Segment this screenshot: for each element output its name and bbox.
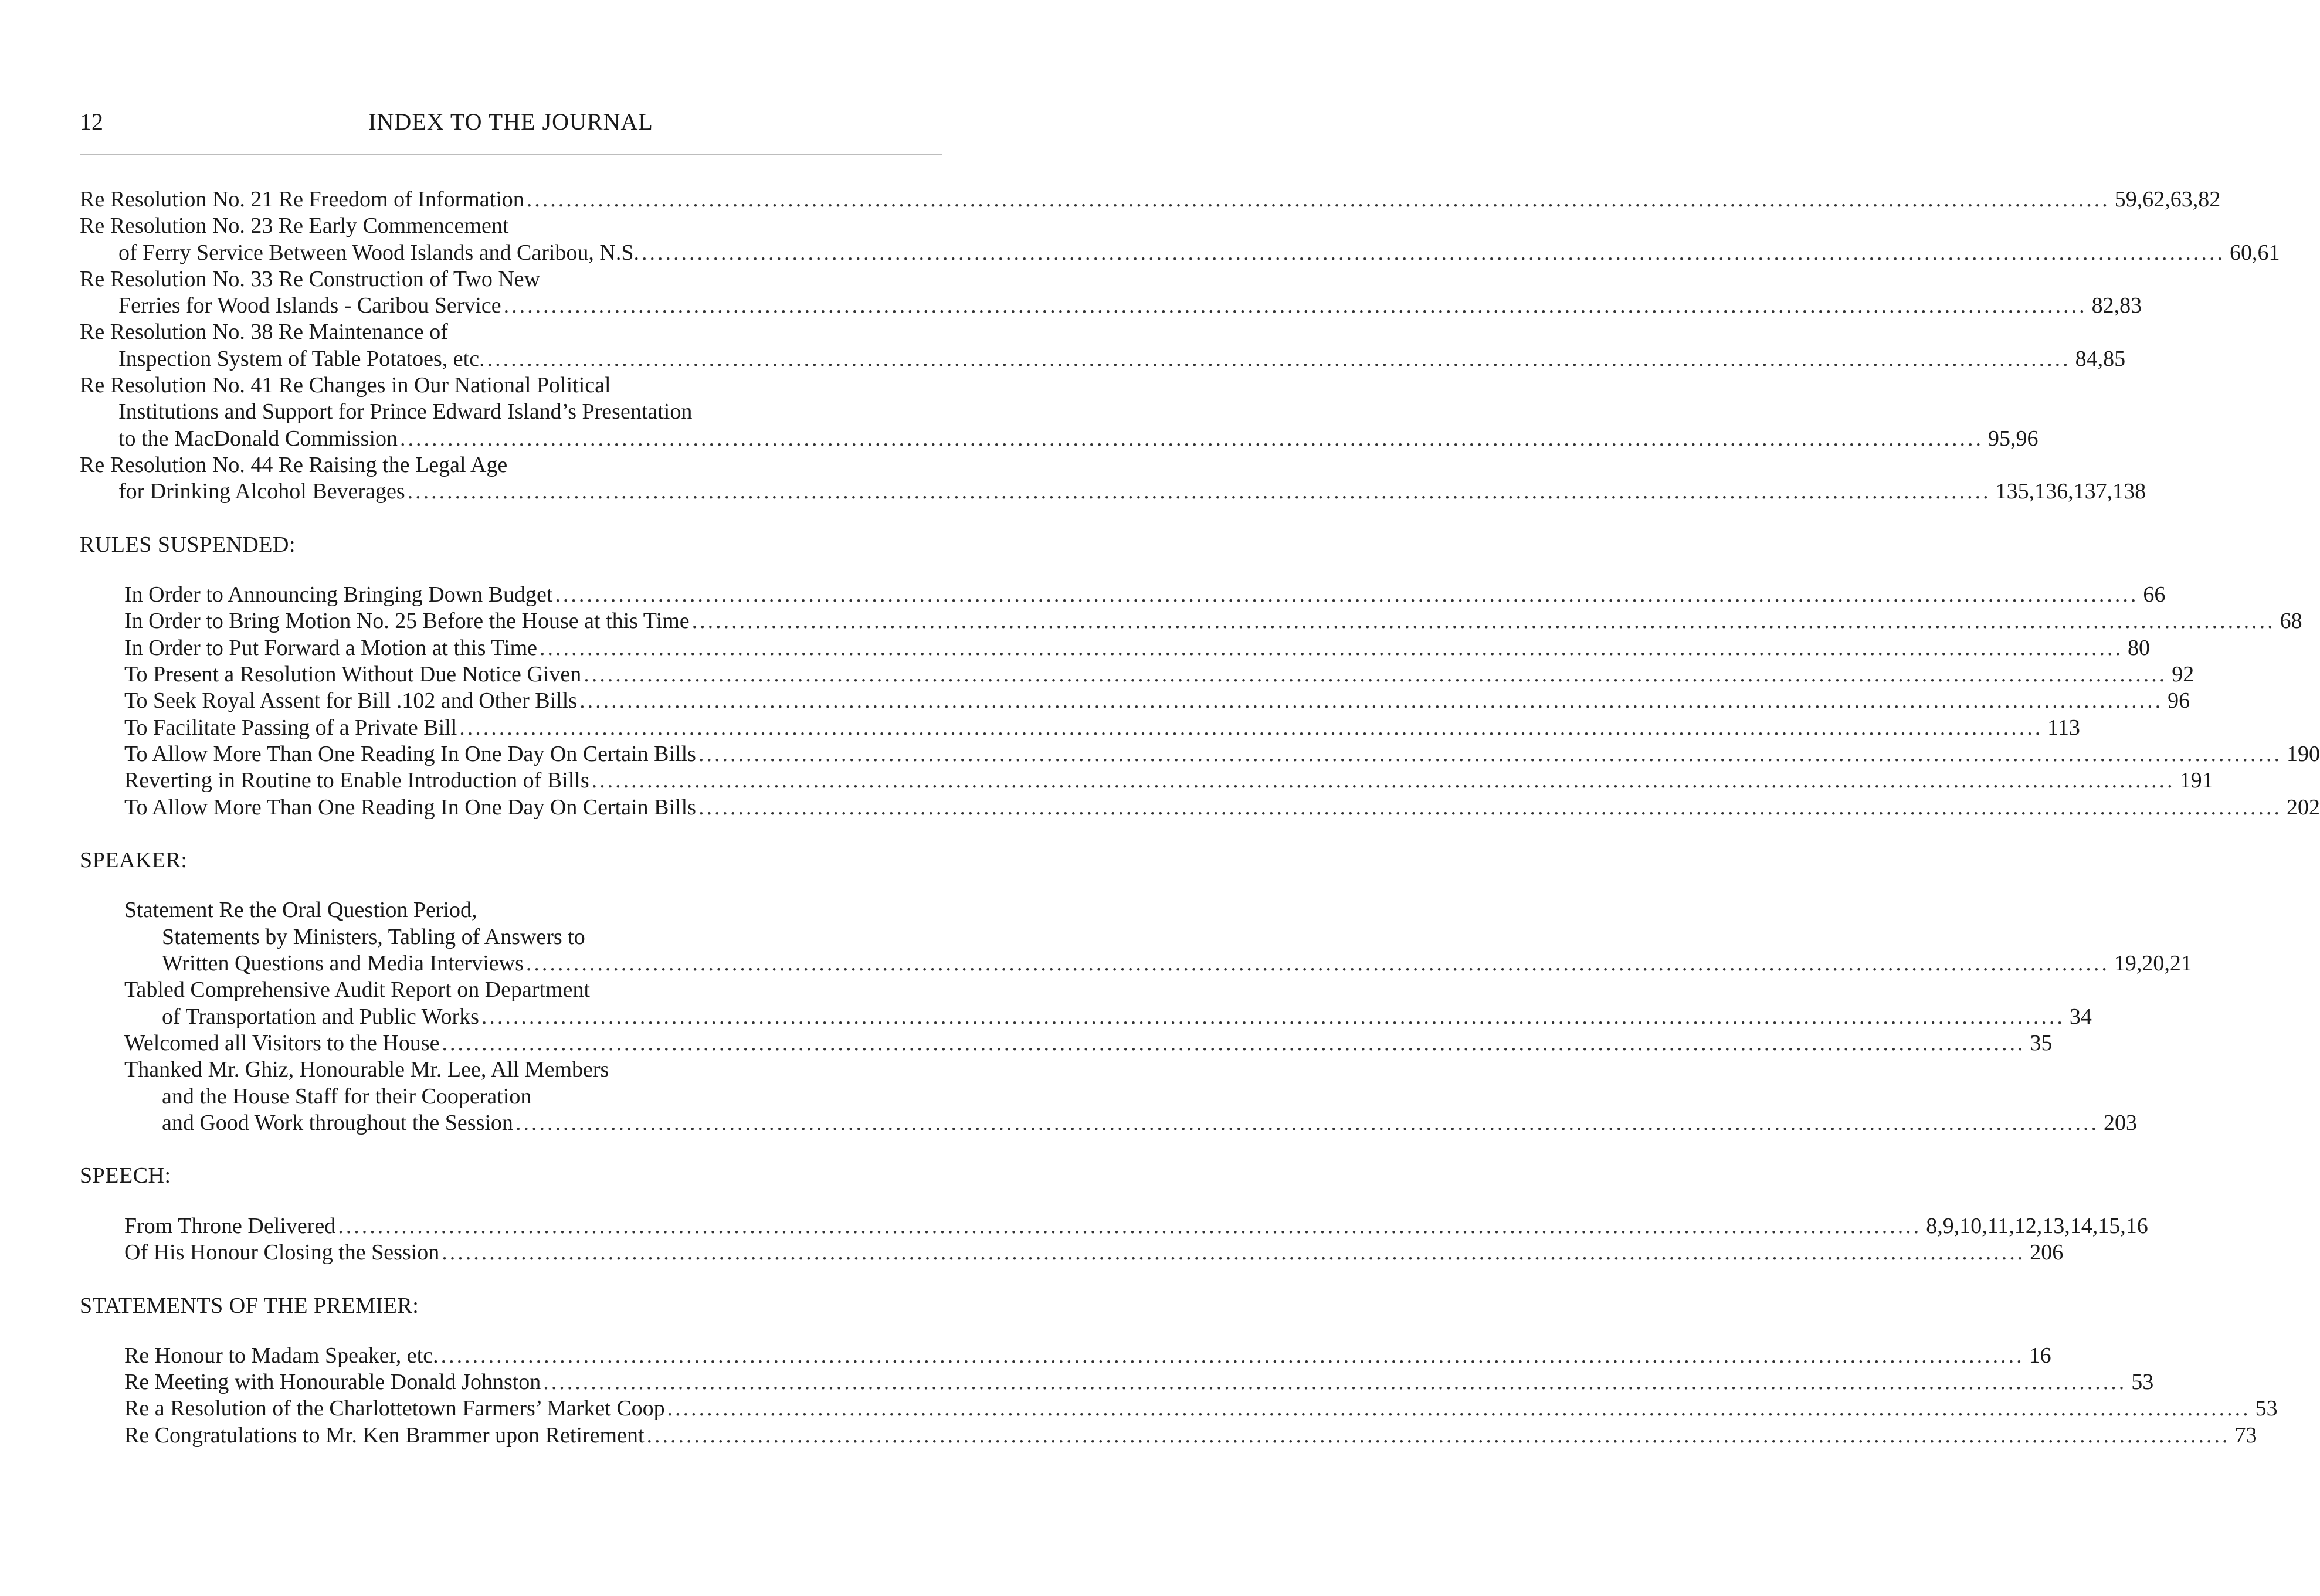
- entry-pages: 82,83: [2091, 293, 2142, 318]
- index-entry: [80, 688, 2190, 714]
- entry-pages: 34: [2069, 1004, 2092, 1029]
- dot-leader: ........................................................................................................................................................................................................: [440, 1343, 2024, 1368]
- dot-leader: ........................................................................................................................................................................................................: [459, 715, 2043, 740]
- entry-text: Ferries for Wood Islands - Caribou Service: [118, 293, 501, 318]
- entry-text: Tabled Comprehensive Audit Report on Department: [124, 977, 591, 1003]
- dot-leader: ........................................................................................................................................................................................................: [646, 1422, 2230, 1448]
- entry-text: Reverting in Routine to Enable Introduction of Bills: [124, 768, 589, 793]
- index-entry: [80, 266, 2142, 320]
- entry-text: Re a Resolution of the Charlottetown Farmers’ Market Coop: [124, 1396, 665, 1421]
- index-entry: [80, 1343, 2051, 1369]
- entry-text: Inspection System of Table Potatoes, etc.: [118, 346, 485, 371]
- index-entry: [80, 1369, 2154, 1395]
- entry-text: Statements by Ministers, Tabling of Answers to: [162, 924, 585, 949]
- entry-pages: 80: [2128, 635, 2151, 660]
- premier-statements-section: [80, 1293, 2278, 1449]
- entry-text: From Throne Delivered: [124, 1213, 336, 1238]
- index-entry: [80, 608, 2302, 634]
- index-entry: [80, 1057, 2137, 1136]
- rules-suspended-section: [80, 532, 2320, 821]
- dot-leader: ........................................................................................................................................................................................................: [540, 635, 2124, 660]
- index-entry: [80, 1240, 2064, 1266]
- entry-text: To Allow More Than One Reading In One Day On Certain Bills: [124, 741, 696, 766]
- dot-leader: ........................................................................................................................................................................................................: [503, 293, 2087, 318]
- dot-leader: ........................................................................................................................................................................................................: [543, 1370, 2127, 1395]
- resolutions-section: [80, 186, 2280, 505]
- index-entry: [80, 319, 2126, 372]
- entry-pages: 92: [2172, 662, 2194, 687]
- entry-text: In Order to Bring Motion No. 25 Before the House at this Time: [124, 609, 690, 634]
- dot-leader: ........................................................................................................................................................................................................: [584, 662, 2168, 687]
- section-heading: SPEAKER:: [80, 848, 188, 873]
- index-entry: [80, 1422, 2257, 1449]
- entry-pages: 96: [2168, 688, 2190, 714]
- entry-pages: 191: [2179, 768, 2213, 793]
- index-entry: [80, 977, 2092, 1030]
- index-entry: [80, 452, 2146, 505]
- dot-leader: ........................................................................................................................................................................................................: [591, 768, 2175, 793]
- entry-pages: 135,136,137,138: [1995, 479, 2146, 504]
- index-entry: [80, 186, 2221, 213]
- entry-pages: 35: [2030, 1030, 2053, 1055]
- entry-pages: 16: [2029, 1343, 2051, 1368]
- dot-leader: ........................................................................................................................................................................................................: [481, 1004, 2065, 1029]
- dot-leader: ........................................................................................................................................................................................................: [442, 1030, 2026, 1055]
- entry-pages: 206: [2030, 1240, 2064, 1265]
- entry-text: and Good Work throughout the Session: [162, 1110, 513, 1135]
- index-entry: [80, 897, 2192, 977]
- index-entry: [80, 661, 2194, 688]
- index-entry: [80, 1030, 2053, 1057]
- entry-text: to the MacDonald Commission: [118, 426, 398, 451]
- entry-pages: 95,96: [1988, 426, 2039, 451]
- page-number: 12: [80, 108, 103, 135]
- entry-text: Re Resolution No. 21 Re Freedom of Information: [80, 187, 524, 212]
- entry-pages: 84,85: [2075, 346, 2126, 371]
- entry-text: for Drinking Alcohol Beverages: [118, 479, 405, 504]
- dot-leader: ........................................................................................................................................................................................................: [525, 951, 2109, 976]
- index-entry: [80, 794, 2320, 821]
- dot-leader: ........................................................................................................................................................................................................: [338, 1213, 1922, 1238]
- index-entry: [80, 715, 2080, 741]
- entry-text: Statement Re the Oral Question Period,: [124, 898, 477, 923]
- dot-leader: ........................................................................................................................................................................................................: [442, 1240, 2026, 1265]
- entry-text: Re Meeting with Honourable Donald Johnston: [124, 1370, 541, 1395]
- index-entry: [80, 582, 2166, 608]
- entry-text: To Seek Royal Assent for Bill .102 and Other Bills: [124, 688, 578, 714]
- entry-text: Institutions and Support for Prince Edward Island’s Presentation: [118, 399, 693, 425]
- dot-leader: ........................................................................................................................................................................................................: [698, 794, 2282, 820]
- index-entry: [80, 1213, 2148, 1240]
- entry-pages: 53: [2131, 1370, 2154, 1395]
- entry-text: Re Resolution No. 33 Re Construction of Two New: [80, 266, 541, 291]
- entry-text: Re Resolution No. 44 Re Raising the Legal Age: [80, 452, 508, 477]
- entry-pages: 202: [2286, 794, 2320, 820]
- entry-pages: 190: [2286, 741, 2320, 766]
- dot-leader: ........................................................................................................................................................................................................: [515, 1110, 2099, 1135]
- running-title: INDEX TO THE JOURNAL: [368, 108, 653, 135]
- entry-text: and the House Staff for their Cooperation: [162, 1084, 532, 1109]
- entry-pages: 66: [2143, 582, 2166, 607]
- header-rule: [80, 154, 942, 155]
- entry-pages: 113: [2047, 715, 2080, 740]
- index-entry: [80, 213, 2280, 266]
- section-heading: STATEMENTS OF THE PREMIER:: [80, 1293, 419, 1318]
- entry-pages: 68: [2280, 609, 2302, 634]
- index-entry: [80, 768, 2213, 794]
- entry-text: of Transportation and Public Works: [162, 1004, 479, 1029]
- dot-leader: ........................................................................................................................................................................................................: [579, 688, 2163, 714]
- page-header: [80, 104, 942, 140]
- entry-text: In Order to Announcing Bringing Down Budget: [124, 582, 553, 607]
- dot-leader: ........................................................................................................................................................................................................: [487, 346, 2071, 371]
- entry-text: Welcomed all Visitors to the House: [124, 1030, 440, 1055]
- entry-text: To Facilitate Passing of a Private Bill: [124, 715, 457, 740]
- entry-pages: 203: [2103, 1110, 2137, 1135]
- dot-leader: ........................................................................................................................................................................................................: [667, 1396, 2251, 1421]
- dot-leader: ........................................................................................................................................................................................................: [691, 609, 2275, 634]
- index-entry: [80, 1395, 2278, 1422]
- speech-section: [80, 1163, 2148, 1266]
- entry-pages: 53: [2255, 1396, 2278, 1421]
- index-entry: [80, 741, 2320, 768]
- dot-leader: ........................................................................................................................................................................................................: [407, 479, 1991, 504]
- entry-text: Of His Honour Closing the Session: [124, 1240, 440, 1265]
- entry-text: Written Questions and Media Interviews: [162, 951, 524, 976]
- section-heading: RULES SUSPENDED:: [80, 532, 296, 557]
- entry-text: Re Resolution No. 41 Re Changes in Our National Political: [80, 373, 611, 398]
- entry-pages: 60,61: [2230, 240, 2280, 265]
- dot-leader: ........................................................................................................................................................................................................: [526, 187, 2110, 212]
- dot-leader: ........................................................................................................................................................................................................: [400, 426, 1984, 451]
- dot-leader: ........................................................................................................................................................................................................: [698, 741, 2282, 766]
- entry-text: In Order to Put Forward a Motion at this Time: [124, 635, 538, 660]
- entry-text: To Present a Resolution Without Due Notice Given: [124, 662, 582, 687]
- index-entry: [80, 372, 2039, 452]
- entry-pages: 59,62,63,82: [2114, 187, 2221, 212]
- entry-text: Re Honour to Madam Speaker, etc.: [124, 1343, 439, 1368]
- speaker-section: [80, 847, 2192, 1136]
- dot-leader: ........................................................................................................................................................................................................: [642, 240, 2226, 265]
- entry-pages: 19,20,21: [2114, 951, 2192, 976]
- entry-text: Re Resolution No. 23 Re Early Commencement: [80, 213, 509, 239]
- entry-pages: 73: [2234, 1422, 2257, 1448]
- entry-text: Re Congratulations to Mr. Ken Brammer upon Retirement: [124, 1422, 645, 1448]
- entry-text: To Allow More Than One Reading In One Day On Certain Bills: [124, 794, 696, 820]
- entry-text: Thanked Mr. Ghiz, Honourable Mr. Lee, All Members: [124, 1057, 609, 1082]
- index-entry: [80, 635, 2151, 661]
- section-heading: SPEECH:: [80, 1163, 171, 1188]
- entry-text: of Ferry Service Between Wood Islands and Caribou, N.S.: [118, 240, 640, 265]
- index-body: [80, 186, 2320, 1449]
- entry-text: Re Resolution No. 38 Re Maintenance of: [80, 320, 448, 345]
- dot-leader: ........................................................................................................................................................................................................: [555, 582, 2139, 607]
- entry-pages: 8,9,10,11,12,13,14,15,16: [1926, 1213, 2148, 1238]
